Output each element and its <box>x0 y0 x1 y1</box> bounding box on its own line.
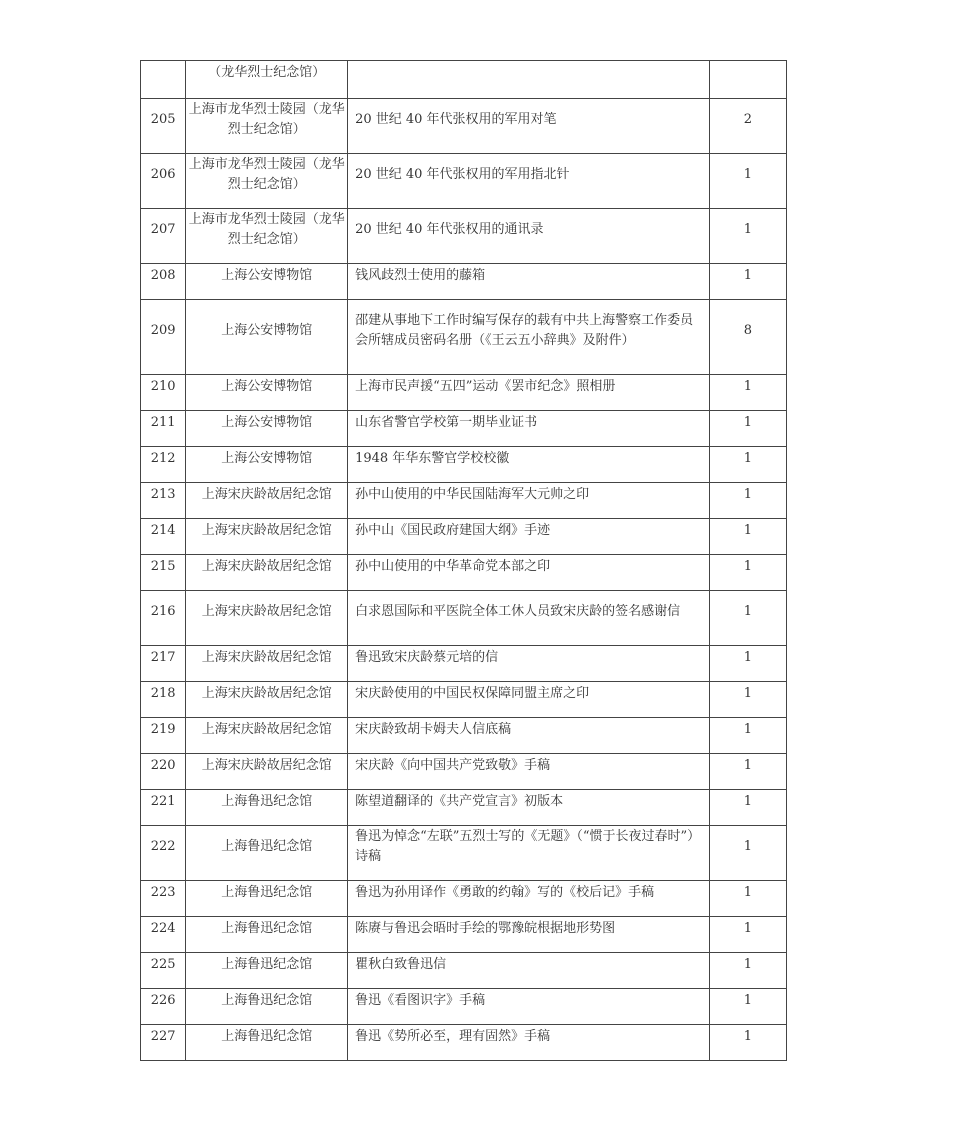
cell-item: 鲁迅《看图识字》手稿 <box>348 989 710 1025</box>
cell-qty: 1 <box>709 264 786 300</box>
cell-org: 上海公安博物馆 <box>186 300 348 375</box>
cell-no: 213 <box>141 483 186 519</box>
table-row <box>141 917 787 953</box>
cell-item: 鲁迅致宋庆龄蔡元培的信 <box>348 646 710 682</box>
cell-org: 上海鲁迅纪念馆 <box>186 790 348 826</box>
cell-qty: 1 <box>709 447 786 483</box>
cell-qty: 1 <box>709 718 786 754</box>
cell-org: 上海市龙华烈士陵园（龙华烈士纪念馆） <box>186 99 348 154</box>
cell-no: 224 <box>141 917 186 953</box>
cell-qty: 1 <box>709 826 786 881</box>
table-row <box>141 953 787 989</box>
cell-qty: 1 <box>709 790 786 826</box>
cell-org: 上海宋庆龄故居纪念馆 <box>186 483 348 519</box>
cell-no: 222 <box>141 826 186 881</box>
table-row <box>141 826 787 881</box>
cell-no: 210 <box>141 375 186 411</box>
table-row <box>141 375 787 411</box>
cell-item: 孙中山使用的中华民国陆海军大元帅之印 <box>348 483 710 519</box>
cell-no <box>141 61 186 99</box>
cell-item <box>348 61 710 99</box>
cell-no: 212 <box>141 447 186 483</box>
cell-no: 215 <box>141 555 186 591</box>
cell-org: 上海市龙华烈士陵园（龙华烈士纪念馆） <box>186 209 348 264</box>
table-row <box>141 209 787 264</box>
cell-org: （龙华烈士纪念馆） <box>186 61 348 99</box>
cell-org: 上海鲁迅纪念馆 <box>186 881 348 917</box>
table-row <box>141 555 787 591</box>
cell-qty: 1 <box>709 411 786 447</box>
cell-item: 瞿秋白致鲁迅信 <box>348 953 710 989</box>
cell-no: 227 <box>141 1025 186 1061</box>
cell-org: 上海公安博物馆 <box>186 264 348 300</box>
cell-item: 鲁迅《势所必至，理有固然》手稿 <box>348 1025 710 1061</box>
cell-org: 上海宋庆龄故居纪念馆 <box>186 519 348 555</box>
cell-item: 宋庆龄致胡卡姆夫人信底稿 <box>348 718 710 754</box>
table-row <box>141 790 787 826</box>
cell-no: 221 <box>141 790 186 826</box>
cell-qty: 1 <box>709 881 786 917</box>
cell-org: 上海公安博物馆 <box>186 411 348 447</box>
cell-qty: 1 <box>709 1025 786 1061</box>
cell-no: 220 <box>141 754 186 790</box>
table-row <box>141 989 787 1025</box>
cell-item: 鲁迅为孙用译作《勇敢的约翰》写的《校后记》手稿 <box>348 881 710 917</box>
cell-org: 上海鲁迅纪念馆 <box>186 953 348 989</box>
table-row <box>141 483 787 519</box>
cell-qty: 8 <box>709 300 786 375</box>
table-row <box>141 519 787 555</box>
cell-item: 钱风歧烈士使用的藤箱 <box>348 264 710 300</box>
cell-no: 217 <box>141 646 186 682</box>
cell-qty: 1 <box>709 989 786 1025</box>
cell-no: 206 <box>141 154 186 209</box>
cell-item: 1948 年华东警官学校校徽 <box>348 447 710 483</box>
cell-no: 219 <box>141 718 186 754</box>
cell-qty: 1 <box>709 555 786 591</box>
cell-no: 225 <box>141 953 186 989</box>
cell-qty: 1 <box>709 209 786 264</box>
cell-no: 211 <box>141 411 186 447</box>
cell-org: 上海市龙华烈士陵园（龙华烈士纪念馆） <box>186 154 348 209</box>
cell-qty: 1 <box>709 953 786 989</box>
collection-table <box>140 60 787 1061</box>
table-row <box>141 881 787 917</box>
table-row <box>141 264 787 300</box>
cell-org: 上海宋庆龄故居纪念馆 <box>186 682 348 718</box>
cell-item: 白求恩国际和平医院全体工休人员致宋庆龄的签名感谢信 <box>348 591 710 646</box>
cell-item: 孙中山使用的中华革命党本部之印 <box>348 555 710 591</box>
cell-org: 上海公安博物馆 <box>186 375 348 411</box>
cell-no: 216 <box>141 591 186 646</box>
cell-qty <box>709 61 786 99</box>
cell-item: 邵建从事地下工作时编写保存的载有中共上海警察工作委员会所辖成员密码名册（《王云五小辞典》及附件） <box>348 300 710 375</box>
table-row <box>141 99 787 154</box>
cell-org: 上海公安博物馆 <box>186 447 348 483</box>
cell-org: 上海宋庆龄故居纪念馆 <box>186 718 348 754</box>
cell-item: 陈赓与鲁迅会晤时手绘的鄂豫皖根据地形势图 <box>348 917 710 953</box>
table-row-continuation <box>141 61 787 99</box>
cell-item: 20 世纪 40 年代张权用的军用指北针 <box>348 154 710 209</box>
cell-no: 218 <box>141 682 186 718</box>
cell-item: 陈望道翻译的《共产党宣言》初版本 <box>348 790 710 826</box>
cell-qty: 1 <box>709 154 786 209</box>
cell-qty: 1 <box>709 591 786 646</box>
table-row <box>141 718 787 754</box>
cell-item: 20 世纪 40 年代张权用的军用对笔 <box>348 99 710 154</box>
cell-item: 上海市民声援“五四”运动《罢市纪念》照相册 <box>348 375 710 411</box>
table-row <box>141 591 787 646</box>
table-row <box>141 682 787 718</box>
cell-no: 205 <box>141 99 186 154</box>
cell-org: 上海宋庆龄故居纪念馆 <box>186 591 348 646</box>
cell-org: 上海宋庆龄故居纪念馆 <box>186 555 348 591</box>
table-row <box>141 411 787 447</box>
cell-qty: 1 <box>709 682 786 718</box>
cell-no: 214 <box>141 519 186 555</box>
cell-org: 上海鲁迅纪念馆 <box>186 826 348 881</box>
cell-item: 山东省警官学校第一期毕业证书 <box>348 411 710 447</box>
cell-no: 226 <box>141 989 186 1025</box>
cell-no: 209 <box>141 300 186 375</box>
table-row <box>141 1025 787 1061</box>
cell-no: 208 <box>141 264 186 300</box>
cell-org: 上海鲁迅纪念馆 <box>186 989 348 1025</box>
cell-qty: 1 <box>709 754 786 790</box>
cell-item: 20 世纪 40 年代张权用的通讯录 <box>348 209 710 264</box>
cell-org: 上海宋庆龄故居纪念馆 <box>186 754 348 790</box>
cell-org: 上海鲁迅纪念馆 <box>186 1025 348 1061</box>
cell-qty: 1 <box>709 917 786 953</box>
cell-no: 207 <box>141 209 186 264</box>
cell-org: 上海鲁迅纪念馆 <box>186 917 348 953</box>
cell-qty: 1 <box>709 519 786 555</box>
cell-item: 孙中山《国民政府建国大纲》手迹 <box>348 519 710 555</box>
table-row <box>141 447 787 483</box>
table-row <box>141 154 787 209</box>
cell-qty: 1 <box>709 646 786 682</box>
cell-item: 鲁迅为悼念“左联”五烈士写的《无题》（“惯于长夜过春时”）诗稿 <box>348 826 710 881</box>
table-row <box>141 300 787 375</box>
table-row <box>141 754 787 790</box>
table-row <box>141 646 787 682</box>
cell-qty: 1 <box>709 483 786 519</box>
cell-item: 宋庆龄《向中国共产党致敬》手稿 <box>348 754 710 790</box>
cell-item: 宋庆龄使用的中国民权保障同盟主席之印 <box>348 682 710 718</box>
cell-qty: 2 <box>709 99 786 154</box>
cell-no: 223 <box>141 881 186 917</box>
cell-org: 上海宋庆龄故居纪念馆 <box>186 646 348 682</box>
cell-qty: 1 <box>709 375 786 411</box>
